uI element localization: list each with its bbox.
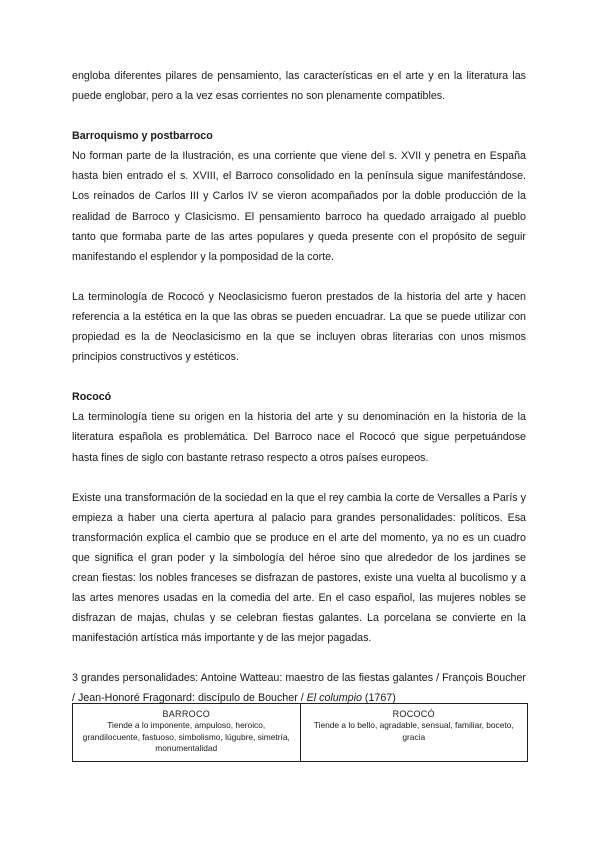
rococo-paragraph: La terminología tiene su origen en la historia del arte y su denominación en la historia de la literatura española es problemática. Del Barroco nace el Rococó que sigue perpetuándose hasta fines de siglo con bastante retraso respecto a otros países europeos.: [72, 411, 526, 464]
document-page: [72, 66, 526, 709]
barroco-header: BARROCO: [162, 709, 211, 719]
artwork-year: (1767): [361, 692, 396, 705]
intro-paragraph: engloba diferentes pilares de pensamiento, las características en el arte y en la literatura las puede englobar, pero a la vez esas corrientes no son plenamente compatibles.: [72, 70, 526, 103]
table-row: [73, 704, 528, 762]
section-heading-barroquismo: Barroquismo y postbarroco: [72, 130, 213, 143]
barroco-description: Tiende a lo imponente, ampuloso, heroico, grandilocuente, fastuoso, simbolismo, lúgubre, simetría, monumentalidad: [82, 720, 290, 754]
rococo-header: ROCOCÓ: [392, 709, 435, 719]
terminology-paragraph: La terminología de Rococó y Neoclasicismo fueron prestados de la historia del arte y hacen referencia a la estética en la que las obras se pueden encuadrar. La que se puede utilizar con propiedad es la de Neoclasicismo en la que se incluyen obras literarias con unos mismos principios constructivos y estéticos.: [72, 290, 526, 364]
spacer: [72, 648, 526, 668]
artwork-title: El columpio: [306, 692, 362, 705]
rococo-description: Tiende a lo bello, agradable, sensual, familiar, boceto, gracia: [313, 720, 514, 742]
spacer: [72, 468, 526, 488]
transformation-paragraph: Existe una transformación de la sociedad en la que el rey cambia la corte de Versalles a París y empieza a haber una cierta apertura al palacio para grandes personalidades: políticos. Esa transformación explica el cambio que se produce en el arte del momento, ya no es un cuadro que significa el gran poder y la simbología del héroe sino que alrededor de los jardines se crean fiestas: los nobles franceses se disfrazan de pastores, existe una vuelta al bucolismo y a las artes menores usadas en la comedia del arte. En el caso español, las mujeres nobles se disfrazan de majas, chulas y se celebran fiestas galantes. La porcelana se convierte en la manifestación artística más importante y de las mejor pagadas.: [72, 491, 526, 645]
barroquismo-paragraph: No forman parte de la Ilustración, es una corriente que viene del s. XVII y penetra en España hasta bien entrado el s. XVIII, el Barroco consolidado en la península sigue manifestándose. Los reinados de Carlos III y Carlos IV se vieron acompañados por la doble producción de la realidad de Barroco y Clasicismo. El pensamiento barroco ha quedado arraigado al pueblo tanto que formaba parte de las artes populares y queda presente con el propósito de seguir manifestando el esplendor y la pomposidad de la corte.: [72, 150, 526, 263]
barroco-cell: [73, 704, 301, 762]
comparison-table: [72, 703, 528, 762]
spacer: [72, 267, 526, 287]
section-heading-rococo: Rococó: [72, 391, 112, 404]
rococo-cell: [300, 704, 528, 762]
personalities-text: 3 grandes personalidades: Antoine Watteau: maestro de las fiestas galantes / François Boucher / Jean-Honoré Fragonard: discípulo de Boucher /: [72, 672, 526, 705]
spacer: [72, 106, 526, 126]
spacer: [72, 367, 526, 387]
